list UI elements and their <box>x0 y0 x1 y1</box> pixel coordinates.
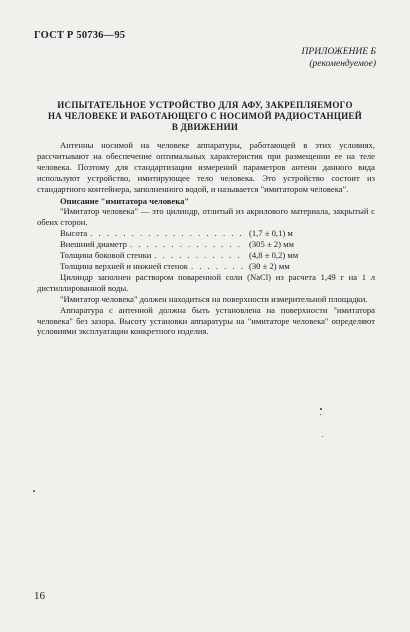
appendix-label <box>302 46 376 70</box>
leader-dots <box>191 261 246 272</box>
spec-row-diameter <box>37 239 375 250</box>
leader-dots <box>130 239 246 250</box>
spec-value: (4,8 ± 0,2) мм <box>249 250 299 261</box>
spec-value: (1,7 ± 0,1) м <box>249 228 293 239</box>
spec-value: (305 ± 2) мм <box>249 239 294 250</box>
spec-name: Высота <box>60 228 88 239</box>
page-number: 16 <box>34 590 45 602</box>
appendix-note: (рекомендуемое) <box>309 59 376 69</box>
leader-dots <box>154 250 246 261</box>
spec-row-side-wall <box>37 250 375 261</box>
standard-number: ГОСТ Р 50736—95 <box>34 30 126 41</box>
description-paragraph: "Имитатор человека" — это цилиндр, отлитый из акрилового материала, закрытый с обеих сторон. <box>37 206 375 228</box>
spec-name: Толщина боковой стенки <box>60 250 152 261</box>
scan-speck <box>320 408 322 410</box>
intro-paragraph: Антенны носимой на человеке аппаратуры, работающей в этих условиях, рассчитывают на обеспечение оптимальных характеристик при размещении ее на теле человека. Поэтому для стандартизации измерений параметров антенн данного вида используют устройство, имитирующее тело человека. Это устройство состоит из стандартного контейнера, заполненного водой, и называется "имитатором человека". <box>37 140 375 194</box>
placement-paragraph: "Имитатор человека" должен находиться на поверхности измерительной площадки. <box>60 293 368 304</box>
filling-paragraph: Цилиндр заполнен раствором поваренной соли (NaCl) из расчета 1,49 г на 1 л дистиллированной воды. <box>37 271 375 293</box>
section-title <box>36 100 374 133</box>
mounting-paragraph: Аппаратура с антенной должна быть установлена на поверхности "имитатора человека" без зазора. Высоту установки аппаратуры на "имитаторе человека" определяют условиями эксплуатации конкретного изделия. <box>37 304 375 337</box>
leader-dots <box>90 228 246 239</box>
spec-name: Толщина верхней и нижней стенок <box>60 260 188 271</box>
spec-row-end-walls <box>37 261 375 272</box>
subheading: Описание "имитатора человека" <box>60 195 190 206</box>
scan-speck <box>33 490 35 492</box>
spec-name: Внешний диаметр <box>60 239 127 250</box>
title-line-1: ИСПЫТАТЕЛЬНОЕ УСТРОЙСТВО ДЛЯ АФУ, ЗАКРЕПЛЯЕМОГО <box>57 100 353 110</box>
title-line-2: НА ЧЕЛОВЕКЕ И РАБОТАЮЩЕГО С НОСИМОЙ РАДИОСТАНЦИЕЙ <box>47 111 363 121</box>
scan-speck <box>320 414 321 415</box>
spec-row-height <box>37 228 375 239</box>
spec-value: (30 ± 2) мм <box>249 260 290 271</box>
appendix-title: ПРИЛОЖЕНИЕ Б <box>301 47 376 57</box>
title-line-3: В ДВИЖЕНИИ <box>171 122 239 132</box>
scan-speck <box>322 436 323 437</box>
body-text <box>37 140 375 337</box>
